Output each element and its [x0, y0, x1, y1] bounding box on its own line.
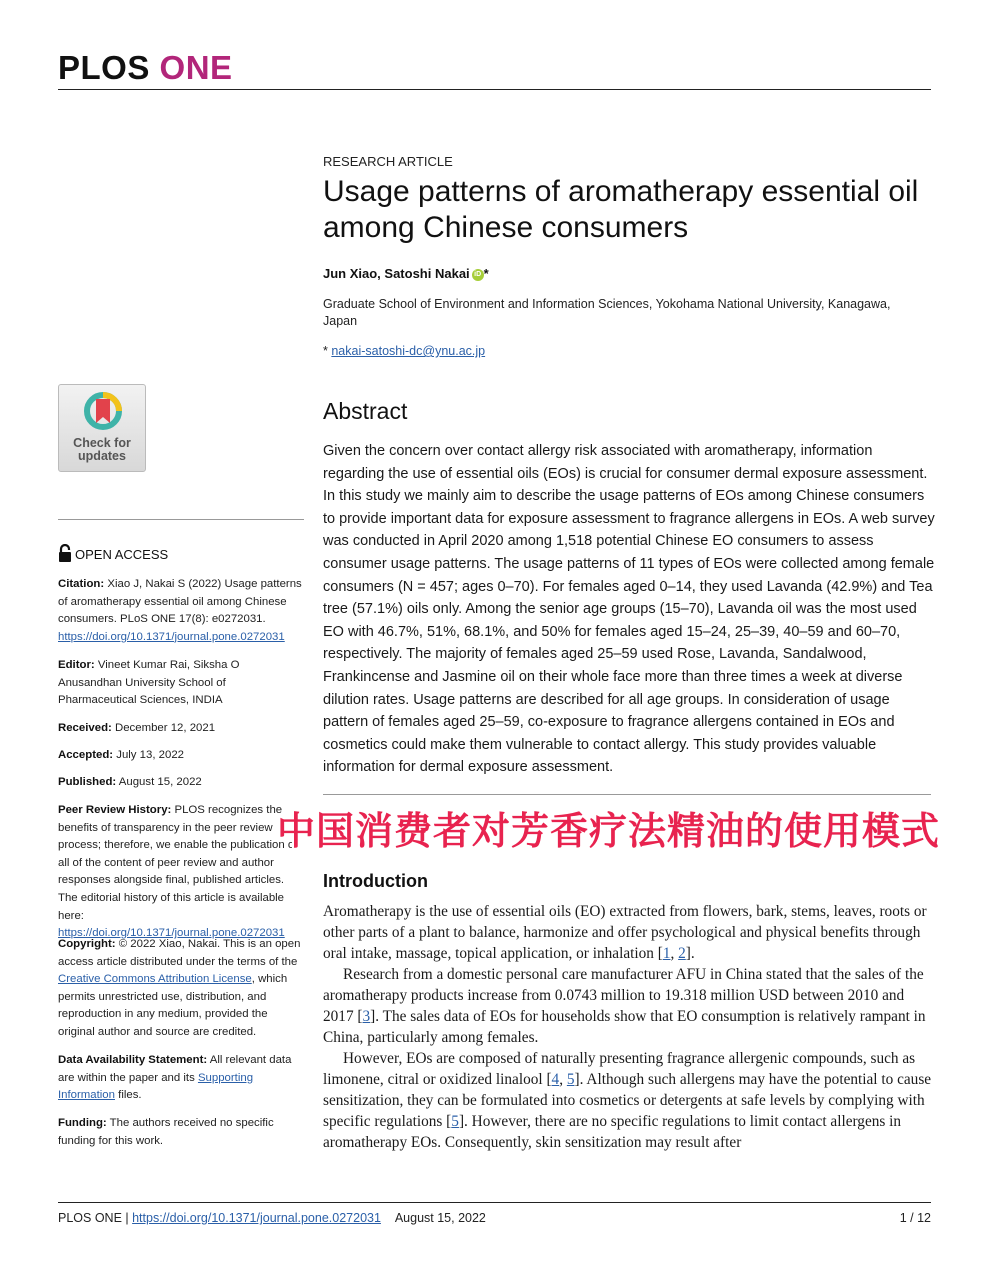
orcid-icon[interactable]: iD [472, 269, 484, 281]
accepted [58, 747, 304, 765]
data-availability-text-1: All relevant data are within the paper and its [58, 1054, 292, 1084]
copyright [58, 936, 304, 1042]
author-names: Jun Xiao, Satoshi Nakai [323, 266, 470, 281]
open-access-label: OPEN ACCESS [75, 547, 169, 562]
email-link[interactable]: nakai-satoshi-dc@ynu.ac.jp [331, 344, 486, 358]
ref-link[interactable]: 3 [362, 1008, 371, 1025]
abstract-divider [323, 794, 931, 795]
data-availability [58, 1052, 304, 1105]
logo-plos: PLOS [58, 49, 150, 86]
intro-p1-text: Aromatherapy is the use of essential oils (EO) extracted from flowers, bark, stems, leaves, roots or other parts of a plant to balance, harmonize and offer psychological and physical benefits through oral intake, massage, topical application, or inhalation [ [323, 903, 927, 962]
funding [58, 1115, 304, 1150]
supporting-information-link[interactable]: Supporting Information [58, 1071, 254, 1102]
peer-review-history [58, 802, 304, 943]
ref-link[interactable]: 5 [566, 1071, 575, 1088]
check-for-updates-badge[interactable] [58, 384, 146, 472]
data-availability-text-2: files. [114, 1089, 142, 1102]
sidebar-divider [58, 519, 304, 520]
logo-one: ONE [159, 49, 233, 86]
corresponding-email-line [323, 344, 485, 358]
chinese-title-overlay: 中国消费者对芳香疗法精油的使用模式 [277, 811, 941, 853]
check-updates-icon [83, 391, 123, 435]
intro-p3-mid: ]. Although such allergens may have the potential to cause sensitization, they can be formulated into cosmetics or detergents at safe levels by complying with specific regulations [ [323, 1071, 932, 1130]
data-availability-label: Data Availability Statement: [58, 1054, 208, 1066]
accepted-label: Accepted: [58, 749, 114, 761]
editor-label: Editor: [58, 659, 95, 671]
published-date: August 15, 2022 [116, 776, 202, 788]
ref-separator: , [670, 945, 679, 962]
page-number: 1 / 12 [899, 1211, 931, 1225]
peer-review-text: PLOS recognizes the benefits of transparency in the peer review process; therefore, we enable the publication of all of the content of peer review and author responses alongside final, published articles. The editorial history of this article is available here: [58, 804, 298, 922]
citation-doi-link[interactable]: https://doi.org/10.1371/journal.pone.0272031 [58, 630, 285, 643]
accepted-date: July 13, 2022 [113, 749, 185, 761]
funding-text: The authors received no specific funding for this work. [58, 1117, 274, 1147]
citation-text: Xiao J, Nakai S (2022) Usage patterns of aromatherapy essential oil among Chinese consumers. PLoS ONE 17(8): e0272031. [58, 578, 302, 626]
header-divider [58, 89, 931, 90]
published [58, 774, 304, 792]
ref-link[interactable]: 5 [451, 1113, 459, 1130]
journal-logo [58, 50, 233, 86]
introduction-heading: Introduction [323, 871, 428, 891]
abstract-heading: Abstract [323, 398, 408, 424]
citation-label: Citation: [58, 578, 105, 590]
email-mark: * [323, 344, 328, 358]
footer-doi-link[interactable]: https://doi.org/10.1371/journal.pone.0272031 [132, 1211, 381, 1225]
received-label: Received: [58, 722, 112, 734]
published-label: Published: [58, 776, 117, 788]
corresponding-mark: * [483, 266, 489, 281]
open-access [58, 544, 168, 562]
intro-paragraph-1 [323, 901, 933, 964]
page-footer [58, 1211, 931, 1225]
check-updates-line2: updates [78, 449, 126, 463]
ref-link[interactable]: 4 [551, 1071, 560, 1088]
intro-p2-end: ]. The sales data of EOs for households show that EO consumption is relatively rampant in China, particularly among females. [323, 1008, 926, 1046]
intro-p3-text: However, EOs are composed of naturally presenting fragrance allergenic compounds, such as limonene, citral or oxidized linalool [ [323, 1050, 916, 1088]
intro-paragraph-3 [323, 1048, 933, 1153]
editor-text: Vineet Kumar Rai, Siksha O Anusandhan University School of Pharmaceutical Sciences, INDIA [58, 659, 240, 707]
ref-link[interactable]: 2 [678, 945, 686, 962]
received-date: December 12, 2021 [111, 722, 216, 734]
affiliation: Graduate School of Environment and Information Sciences, Yokohama National University, Kanagawa, Japan [323, 297, 891, 328]
peer-review-link[interactable]: https://doi.org/10.1371/journal.pone.0272031 [58, 927, 285, 940]
open-lock-icon [58, 544, 72, 562]
abstract-body: Given the concern over contact allergy risk associated with aromatherapy, information regarding the use of essential oils (EOs) is crucial for consumer dermal exposure assessment. In this study we mainly aim to describe the usage patterns of EOs among Chinese consumers to provide important data for exposure assessment to fragrance allergens in EOs. A web survey was conducted in April 2020 among 1,518 potential Chinese EO consumers to assess consumer usage patterns. The usage patterns of 11 types of EOs were collected among female consumers (N = 457; ages 0–70). For females aged 0–14, they used Lavanda (42.9%) and Tea tree (57.1%) oils only. Among the senior age groups (15–70), Lavanda oil was the most used EO with 46.7%, 51%, 68.1%, and 50% for females aged 15–24, 25–39, 40–59 and 60–70, respectively. The majority of females aged 25–59 used Rose, Lavanda, Sandalwood, Frankincense and Jasmine oil on their whole face more than three times a week at diverse dilution rates. Usage patterns are described for all age groups. In consideration of usage pattern of females aged 25–59, co-exposure to fragrance allergens contained in EOs and cosmetics could make them vulnerable to contact allergy. This study provides valuable information for dermal exposure assessment. [323, 443, 935, 776]
footer-divider [58, 1202, 931, 1203]
intro-p2-text: Research from a domestic personal care manufacturer AFU in China stated that the sales of the aromatherapy products increase from 0.0743 million to 19.318 million USD between 2010 and 2017 [ [323, 966, 924, 1025]
footer-journal: PLOS ONE | [58, 1211, 133, 1225]
article-title: Usage patterns of aromatherapy essential oil among Chinese consumers [323, 175, 919, 244]
copyright-text-2: , which permits unrestricted use, distribution, and reproduction in any medium, provided the original author and source are credited. [58, 973, 288, 1038]
peer-review-label: Peer Review History: [58, 804, 172, 816]
check-updates-line1: Check for [73, 436, 131, 450]
intro-p3-end: ]. However, there are no specific regulations to limit contact allergens in aromatherapy EOs. Consequently, skin sensitization may result after [323, 1113, 902, 1151]
license-link[interactable]: Creative Commons Attribution License [58, 973, 252, 986]
intro-paragraph-2 [323, 964, 933, 1048]
editor [58, 657, 304, 710]
article-type: RESEARCH ARTICLE [323, 154, 453, 169]
copyright-text-1: © 2022 Xiao, Nakai. This is an open access article distributed under the terms of the [58, 938, 301, 968]
citation [58, 576, 304, 646]
funding-label: Funding: [58, 1117, 107, 1129]
received [58, 720, 304, 738]
check-updates-label [59, 437, 145, 463]
ref-link[interactable]: 1 [662, 945, 671, 962]
footer-date: August 15, 2022 [394, 1211, 486, 1225]
copyright-label: Copyright: [58, 938, 116, 950]
ref-separator: , [559, 1071, 567, 1088]
intro-p1-end: ]. [685, 945, 695, 962]
authors [323, 266, 489, 281]
